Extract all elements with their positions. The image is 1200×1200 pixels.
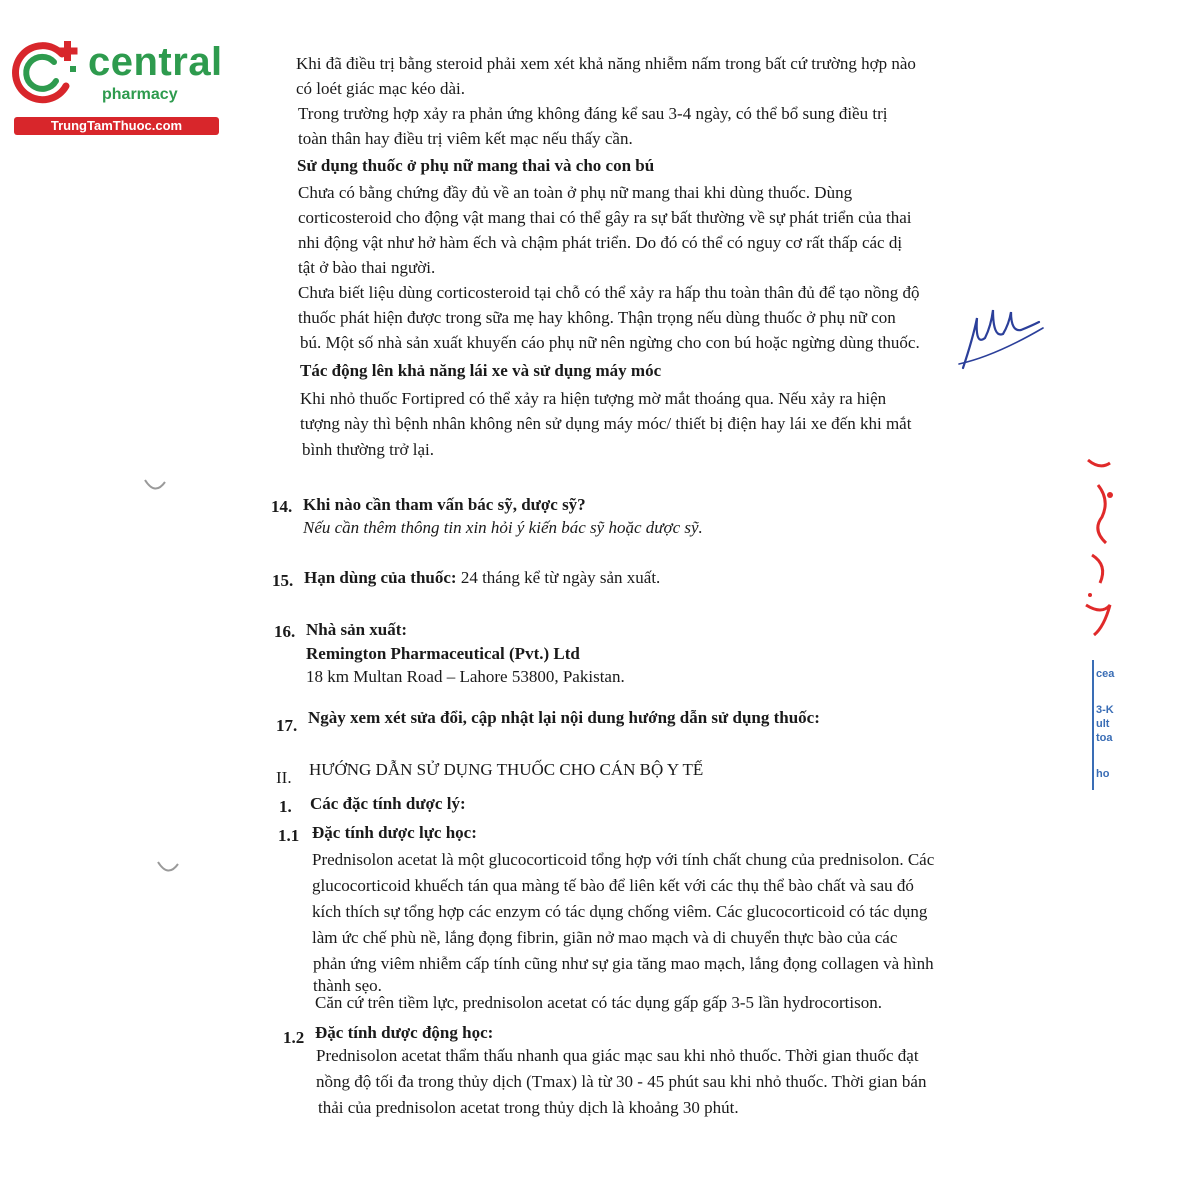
text-line: Prednisolon acetat là một glucocorticoid tổng hợp với tính chất chung của prednisolon. Các [312,850,935,869]
text-line: nhi động vật như hở hàm ếch và chậm phát triển. Do đó có thể có nguy cơ rất thấp các dị [298,233,903,252]
manufacturer-name: Remington Pharmaceutical (Pvt.) Ltd [306,644,580,663]
section-1-2-heading: Đặc tính dược động học: [315,1023,494,1042]
text-line: tật ở bào thai người. [298,258,436,277]
manufacturer-address: 18 km Multan Road – Lahore 53800, Pakistan. [306,667,625,686]
item-16-number: 16. [274,622,296,641]
section-1-heading: Các đặc tính dược lý: [310,794,466,813]
text-line: làm ức chế phù nề, lắng đọng fibrin, giãn nở mao mạch và di chuyển thực bào của các [312,928,898,947]
text-line: Khi đã điều trị bằng steroid phải xem xét khả năng nhiễm nấm trong bất cứ trường hợp nào [296,54,916,73]
item-14-text: Nếu cần thêm thông tin xin hỏi ý kiến bác sỹ hoặc dược sỹ. [303,518,703,537]
logo-url-banner: TrungTamThuoc.com [14,117,219,135]
text-line: Chưa biết liệu dùng corticosteroid tại chỗ có thể xảy ra hấp thu toàn thân đủ để tạo nồng độ [298,283,920,302]
text-line: thành sẹo. [313,976,382,995]
driving-heading: Tác động lên khả năng lái xe và sử dụng máy móc [300,361,662,380]
stamp-fragment: toa [1096,732,1113,744]
text-line: kích thích sự tổng hợp các enzym có tác dụng chống viêm. Các glucocorticoid có tác dụng [312,902,928,921]
part-2-heading: HƯỚNG DẪN SỬ DỤNG THUỐC CHO CÁN BỘ Y TẾ [309,760,704,779]
text-line: corticosteroid cho động vật mang thai có thể gây ra sự bất thường về sự phát triển của thai [298,208,912,227]
stamp-fragment: ho [1096,768,1110,780]
text-line: phản ứng viêm nhiễm cấp tính cũng như sự gia tăng mao mạch, lắng đọng collagen và hình [313,954,934,973]
section-1-2-number: 1.2 [283,1028,305,1047]
text-line: thuốc phát hiện được trong sữa mẹ hay không. Thận trọng nếu dùng thuốc ở phụ nữ con [298,308,896,327]
text-line: toàn thân hay điều trị viêm kết mạc nếu thấy cần. [298,129,633,148]
stamp-fragment: cea [1096,668,1115,680]
text-line: Trong trường hợp xảy ra phản ứng không đáng kể sau 3-4 ngày, có thể bổ sung điều trị [298,104,888,123]
text-line: glucocorticoid khuếch tán qua màng tế bào để liên kết với các thụ thể bào chất và sau đó [312,876,914,895]
item-15-line [304,568,660,588]
stamp-fragment: 3-K [1096,704,1114,716]
item-15-number: 15. [272,571,294,590]
text-line: Chưa có bằng chứng đầy đủ về an toàn ở phụ nữ mang thai khi dùng thuốc. Dùng [298,183,853,202]
text-line: bú. Một số nhà sản xuất khuyến cáo phụ nữ nên ngừng cho con bú hoặc ngừng dùng thuốc. [300,333,920,352]
logo-subtitle: pharmacy [102,86,178,103]
section-1-number: 1. [279,797,292,816]
item-17-heading: Ngày xem xét sửa đổi, cập nhật lại nội dung hướng dẫn sử dụng thuốc: [308,708,820,727]
text-line: nồng độ tối đa trong thủy dịch (Tmax) là từ 30 - 45 phút sau khi nhỏ thuốc. Thời gian bán [316,1072,927,1091]
text-line: thải của prednisolon acetat trong thủy dịch là khoảng 30 phút. [318,1098,739,1117]
item-14-number: 14. [271,497,293,516]
pregnancy-heading: Sử dụng thuốc ở phụ nữ mang thai và cho con bú [297,156,655,175]
logo-brand-name: central [88,40,223,84]
section-1-1-number: 1.1 [278,826,300,845]
part-2-number: II. [276,768,292,787]
item-15-heading: Hạn dùng của thuốc: [304,568,457,587]
text-line: Khi nhỏ thuốc Fortipred có thể xảy ra hiện tượng mờ mắt thoáng qua. Nếu xảy ra hiện [300,389,887,408]
item-17-number: 17. [276,716,298,735]
item-14-heading: Khi nào cần tham vấn bác sỹ, dược sỹ? [303,495,586,514]
item-16-heading: Nhà sản xuất: [306,620,408,639]
text-line: bình thường trở lại. [302,440,435,459]
text-line: tượng này thì bệnh nhân không nên sử dụng máy móc/ thiết bị điện hay lái xe đến khi mắt [300,414,912,433]
item-15-text: 24 tháng kể từ ngày sản xuất. [456,568,661,587]
text-line: Prednisolon acetat thẩm thấu nhanh qua giác mạc sau khi nhỏ thuốc. Thời gian thuốc đạt [316,1046,919,1065]
stamp-fragment: ult [1096,718,1110,730]
text-line: Căn cứ trên tiềm lực, prednisolon acetat có tác dụng gấp gấp 3-5 lần hydrocortison. [315,993,882,1012]
text-line: có loét giác mạc kéo dài. [296,79,465,98]
section-1-1-heading: Đặc tính dược lực học: [312,823,477,842]
